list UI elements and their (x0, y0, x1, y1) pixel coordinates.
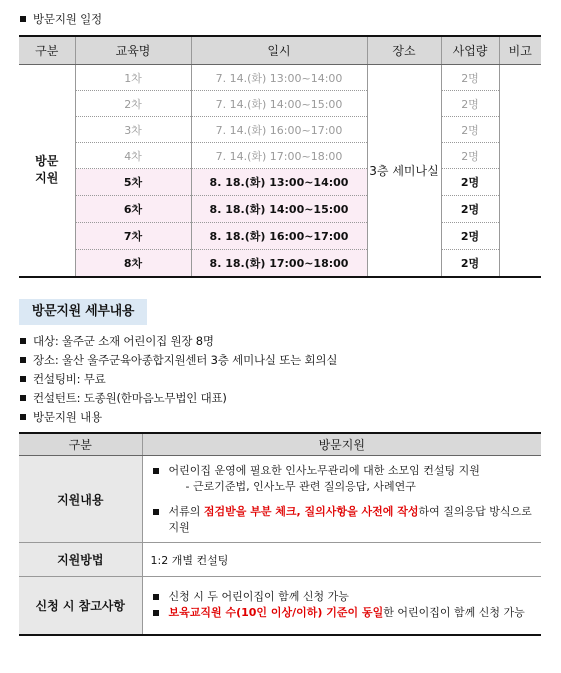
schedule-header-row (19, 36, 541, 65)
content-item-2: 서류의 점검받을 부분 체크, 질의사항을 사전에 작성하여 질의응답 방식으로 지원 (144, 504, 541, 536)
session-datetime: 7. 14.(화) 14:00~15:00 (191, 91, 367, 117)
square-bullet-icon (20, 357, 26, 363)
row-label: 지원내용 (19, 456, 142, 543)
session-capacity: 2명 (441, 169, 499, 196)
session-capacity: 2명 (441, 223, 499, 250)
header-place: 장소 (367, 36, 441, 65)
header-session: 교육명 (75, 36, 191, 65)
group-cell (19, 65, 75, 277)
session-datetime: 7. 14.(화) 17:00~18:00 (191, 143, 367, 169)
session-name: 8차 (75, 250, 191, 277)
header-note: 비고 (499, 36, 541, 65)
bullet-text: 대상: 울주군 소재 어린이집 원장 8명 (33, 334, 214, 348)
group-line-2: 지원 (35, 171, 59, 186)
session-name: 1차 (75, 65, 191, 91)
detail-table (19, 432, 541, 636)
bullet-text: 방문지원 내용 (33, 410, 102, 424)
schedule-title-line (20, 11, 102, 27)
session-capacity: 2명 (441, 91, 499, 117)
session-name: 5차 (75, 169, 191, 196)
table-row (19, 250, 541, 277)
square-bullet-icon (20, 376, 26, 382)
square-bullet-icon (153, 468, 159, 474)
session-name: 3차 (75, 117, 191, 143)
table-row (19, 196, 541, 223)
bullet-place (20, 352, 337, 368)
session-name: 4차 (75, 143, 191, 169)
session-datetime: 7. 14.(화) 13:00~14:00 (191, 65, 367, 91)
session-datetime: 7. 14.(화) 16:00~17:00 (191, 117, 367, 143)
content-item-1: 어린이집 운영에 필요한 인사노무관리에 대한 소모임 컨설팅 지원 (144, 463, 541, 479)
detail-header-support: 방문지원 (142, 433, 541, 456)
square-bullet-icon (20, 16, 26, 22)
session-name: 2차 (75, 91, 191, 117)
schedule-title: 방문지원 일정 (33, 12, 102, 26)
header-capacity: 사업량 (441, 36, 499, 65)
row-label: 신청 시 참고사항 (19, 577, 142, 635)
square-bullet-icon (153, 594, 159, 600)
detail-header-category: 구분 (19, 433, 142, 456)
highlight-text: 보육교직원 수(10인 이상/이하) 기준이 동일 (168, 606, 384, 620)
table-row (19, 169, 541, 196)
place-cell: 3층 세미나실 (367, 65, 441, 277)
bullet-consultant (20, 390, 227, 406)
table-row (19, 143, 541, 169)
square-bullet-icon (20, 414, 26, 420)
content-item-1-sub: - 근로기준법, 인사노무 관련 질의응답, 사례연구 (185, 479, 416, 493)
session-capacity: 2명 (441, 250, 499, 277)
detail-row-method (19, 543, 541, 577)
highlight-text: 점검받을 부분 체크, 질의사항을 사전에 작성 (203, 504, 419, 518)
bullet-target (20, 333, 214, 349)
session-datetime: 8. 18.(화) 16:00~17:00 (191, 223, 367, 250)
row-value (142, 577, 541, 635)
square-bullet-icon (153, 509, 159, 515)
square-bullet-icon (153, 610, 159, 616)
session-name: 6차 (75, 196, 191, 223)
table-row (19, 223, 541, 250)
session-datetime: 8. 18.(화) 14:00~15:00 (191, 196, 367, 223)
square-bullet-icon (20, 338, 26, 344)
bullet-fee (20, 371, 106, 387)
table-row (19, 65, 541, 91)
group-line-1: 방문 (35, 154, 59, 169)
header-category: 구분 (19, 36, 75, 65)
bullet-text: 컨설턴트: 도종원(한마음노무법인 대표) (33, 391, 227, 405)
notes-item-2: 보육교직원 수(10인 이상/이하) 기준이 동일한 어린이집이 함께 신청 가능 (144, 605, 541, 621)
row-label: 지원방법 (19, 543, 142, 577)
session-capacity: 2명 (441, 65, 499, 91)
row-value (142, 456, 541, 543)
bullet-content (20, 409, 102, 425)
session-capacity: 2명 (441, 117, 499, 143)
session-capacity: 2명 (441, 196, 499, 223)
table-row (19, 117, 541, 143)
session-datetime: 8. 18.(화) 13:00~14:00 (191, 169, 367, 196)
row-value: 1:2 개별 컨설팅 (142, 543, 541, 577)
detail-header-row (19, 433, 541, 456)
note-cell (499, 65, 541, 277)
section-heading: 방문지원 세부내용 (19, 299, 147, 325)
schedule-table (19, 35, 541, 278)
notes-item-1: 신청 시 두 어린이집이 함께 신청 가능 (144, 589, 541, 605)
bullet-text: 컨설팅비: 무료 (33, 372, 106, 386)
header-datetime: 일시 (191, 36, 367, 65)
detail-row-content (19, 456, 541, 543)
bullet-text: 장소: 울산 울주군육아종합지원센터 3층 세미나실 또는 회의실 (33, 353, 338, 367)
session-name: 7차 (75, 223, 191, 250)
table-row (19, 91, 541, 117)
detail-row-notes (19, 577, 541, 635)
square-bullet-icon (20, 395, 26, 401)
session-capacity: 2명 (441, 143, 499, 169)
session-datetime: 8. 18.(화) 17:00~18:00 (191, 250, 367, 277)
